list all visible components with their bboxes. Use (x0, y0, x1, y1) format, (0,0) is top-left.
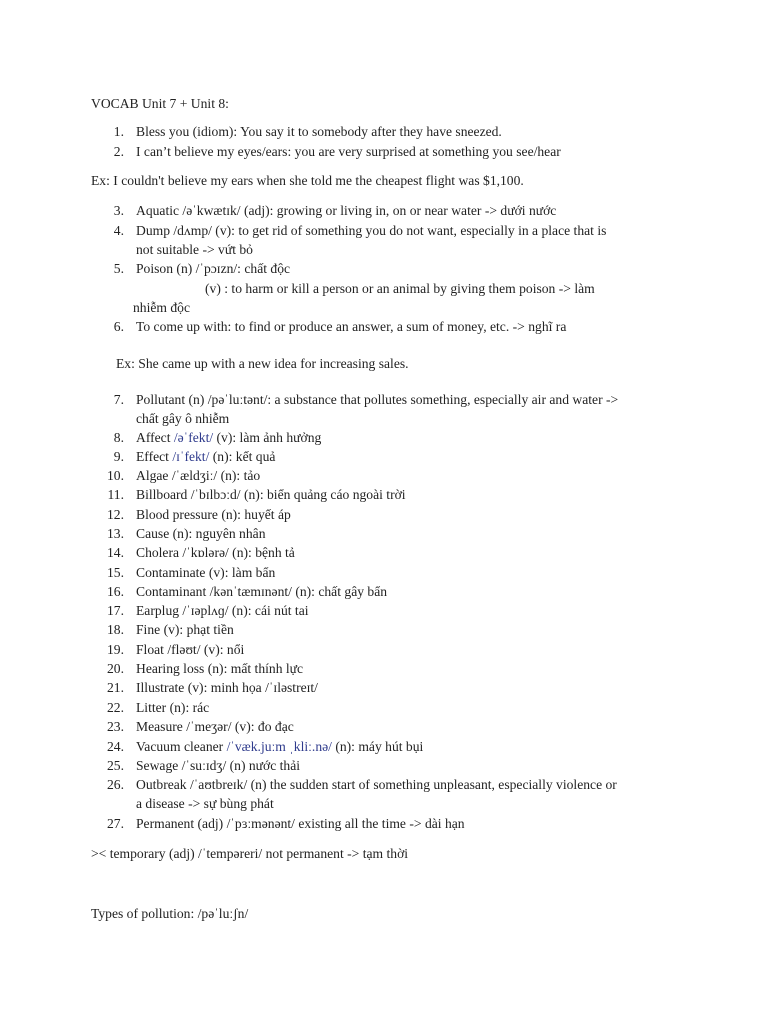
document-page: VOCAB Unit 7 + Unit 8: 1. Bless you (idiom): You say it to somebody after they have sneezed. 2. I can’t believe my eyes/ears: you are very surprised at something you see/hear Ex: I couldn't believe my ears when she told me the cheapest flight was $1,100. 3. Aquatic /əˈkwætɪk/ (adj): growing or living in, on or near water -> dưới nước 4. Dump /dʌmp/ (v): to get rid of something you do not want, especially in a place that is not suitable -> vứt bỏ 5. Poison (n) /ˈpɔɪzn/: chất độc (v) : to harm or kill a person or an animal by giving them poison -> làm nhiễm độc 6. To come up with: to find or produce an answer, a sum of money, etc. -> nghĩ ra Ex: She came up with a new idea for increasing sales. 7. Pollutant (n) /pəˈluːtənt/: a substance that pollutes something, especially air and water -> chất gây ô nhiễm 8. Affect /əˈfekt/ (v): làm ảnh hưởng 9. Effect /ɪˈfekt/ (n): kết quả 10. Algae /ˈældʒiː/ (n): tảo 11. Billboard /ˈbɪlbɔːd/ (n): biển quảng cáo ngoài trời 12. Blood pressure (n): huyết áp 13. Cause (n): nguyên nhân 14. Cholera /ˈkɒlərə/ (n): bệnh tả 15. Contaminate (v): làm bẩn 16. Contaminant /kənˈtæmɪnənt/ (n): chất gây bẩn 17. Earplug /ˈɪəplʌɡ/ (n): cái nút tai 18. Fine (v): phạt tiền 19. Float /fləʊt/ (v): nổi 20. Hearing loss (n): mất thính lực 21. Illustrate (v): minh họa /ˈɪləstreɪt/ 22. Litter (n): rác 23. Measure /ˈmeʒər/ (v): đo đạc 24. Vacuum cleaner /ˈvæk.juːm ˌkliː.nə/ (n): máy hút bụi 25. Sewage /ˈsuːɪdʒ/ (n) nước thải 26. Outbreak /ˈaʊtbreɪk/ (n) the sudden start of something unpleasant, especially violence or a disease -> sự bùng phát 27. Permanent (adj) /ˈpɜːmənənt/ existing all the time -> dài hạn >< temporary (adj) /ˈtempəreri/ not permanent -> tạm thời Types of pollution: /pəˈluːʃn/ (91, 96, 619, 921)
antonym-note: >< temporary (adj) /ˈtempəreri/ not permanent -> tạm thời (91, 846, 409, 861)
poison-verb-definition: (v) : to harm or kill a person or an animal by giving them poison -> làm (205, 281, 595, 296)
ipa-text: /ˈvæk.juːm ˌkliː.nə/ (226, 739, 332, 754)
section-heading: Types of pollution: /pəˈluːʃn/ (91, 906, 249, 921)
ipa-text: /əˈfekt/ (173, 430, 214, 445)
example-sentence: Ex: I couldn't believe my ears when she told me the cheapest flight was $1,100. (91, 173, 524, 188)
ipa-text: /ɪˈfekt/ (172, 449, 210, 464)
page-title: VOCAB Unit 7 + Unit 8: (91, 96, 229, 111)
poison-verb-definition-cont: nhiễm độc (133, 300, 191, 315)
example-sentence: Ex: She came up with a new idea for increasing sales. (116, 356, 409, 371)
